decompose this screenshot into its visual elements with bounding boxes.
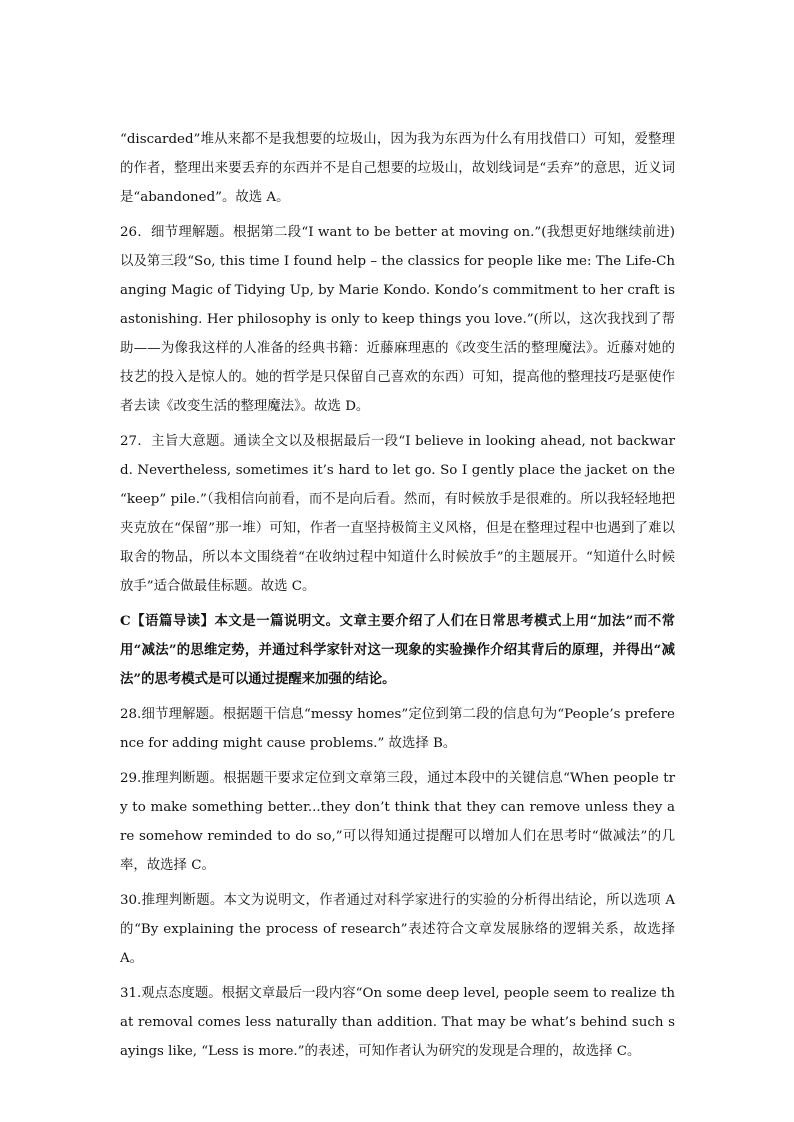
paragraph-passage-c-guide: C【语篇导读】本文是一篇说明文。文章主要介绍了人们在日常思考模式上用“加法”而不常用“减法”的思维定势，并通过科学家针对这一现象的实验操作介绍其背后的原理，并得出“减法”的思考模式是可以通过提醒来加强的结论。 [120, 613, 675, 687]
paragraph-q28: 28.细节理解题。根据题干信息“messy homes”定位到第二段的信息句为“People’s preference for adding might cause problems.” 故选择 B。 [120, 707, 675, 751]
paragraph-q25-continuation: “discarded”堆从来都不是我想要的垃圾山，因为我为东西为什么有用找借口）可知，爱整理的作者，整理出来要丢弃的东西并不是自己想要的垃圾山，故划线词是“丢弃”的意思，近义词是“abandoned”。故选 A。 [120, 132, 675, 205]
paragraph-q26: 26．细节理解题。根据第二段“I want to be better at moving on.”(我想更好地继续前进)以及第三段“So, this time I found help – the classics for people like me: The Life-Changing Magic of Tidying Up, by Marie Kondo. Kondo’s commitment to her craft is astonishing. Her philosophy is only to keep things you love.”(所以，这次我找到了帮助——为像我这样的人准备的经典书籍：近藤麻理惠的《改变生活的整理魔法》。近藤对她的技艺的投入是惊人的。她的哲学是只保留自己喜欢的东西）可知，提高他的整理技巧是驱使作者去读《改变生活的整理魔法》。故选 D。 [120, 225, 675, 414]
paragraph-q29: 29.推理判断题。根据题干要求定位到文章第三段，通过本段中的关键信息“When people try to make something better...they don’t think that they can remove unless they are somehow reminded to do so,”可以得知通过提醒可以增加人们在思考时“做减法”的几率，故选择 C。 [120, 771, 675, 873]
paragraph-q30: 30.推理判断题。本文为说明文，作者通过对科学家进行的实验的分析得出结论，所以选项 A 的“By explaining the process of research”表述符合文章发展脉络的逻辑关系，故选择 A。 [120, 893, 675, 966]
paragraph-q27: 27．主旨大意题。通读全文以及根据最后一段“I believe in looking ahead, not backward. Nevertheless, sometimes it’s hard to let go. So I gently place the jacket on the “keep” pile.”（我相信向前看，而不是向后看。然而，有时候放手是很难的。所以我轻轻地把夹克放在“保留”那一堆）可知，作者一直坚持极简主义风格，但是在整理过程中也遇到了难以取舍的物品，所以本文围绕着“在收纳过程中知道什么时候放手”的主题展开。“知道什么时候放手”适合做最佳标题。故选 C。 [120, 434, 675, 594]
paragraph-q31: 31.观点态度题。根据文章最后一段内容“On some deep level, people seem to realize that removal comes less naturally than addition. That may be what’s behind such sayings like, “Less is more.”的表述，可知作者认为研究的发现是合理的，故选择 C。 [120, 986, 675, 1059]
answer-explanations [120, 125, 675, 1072]
